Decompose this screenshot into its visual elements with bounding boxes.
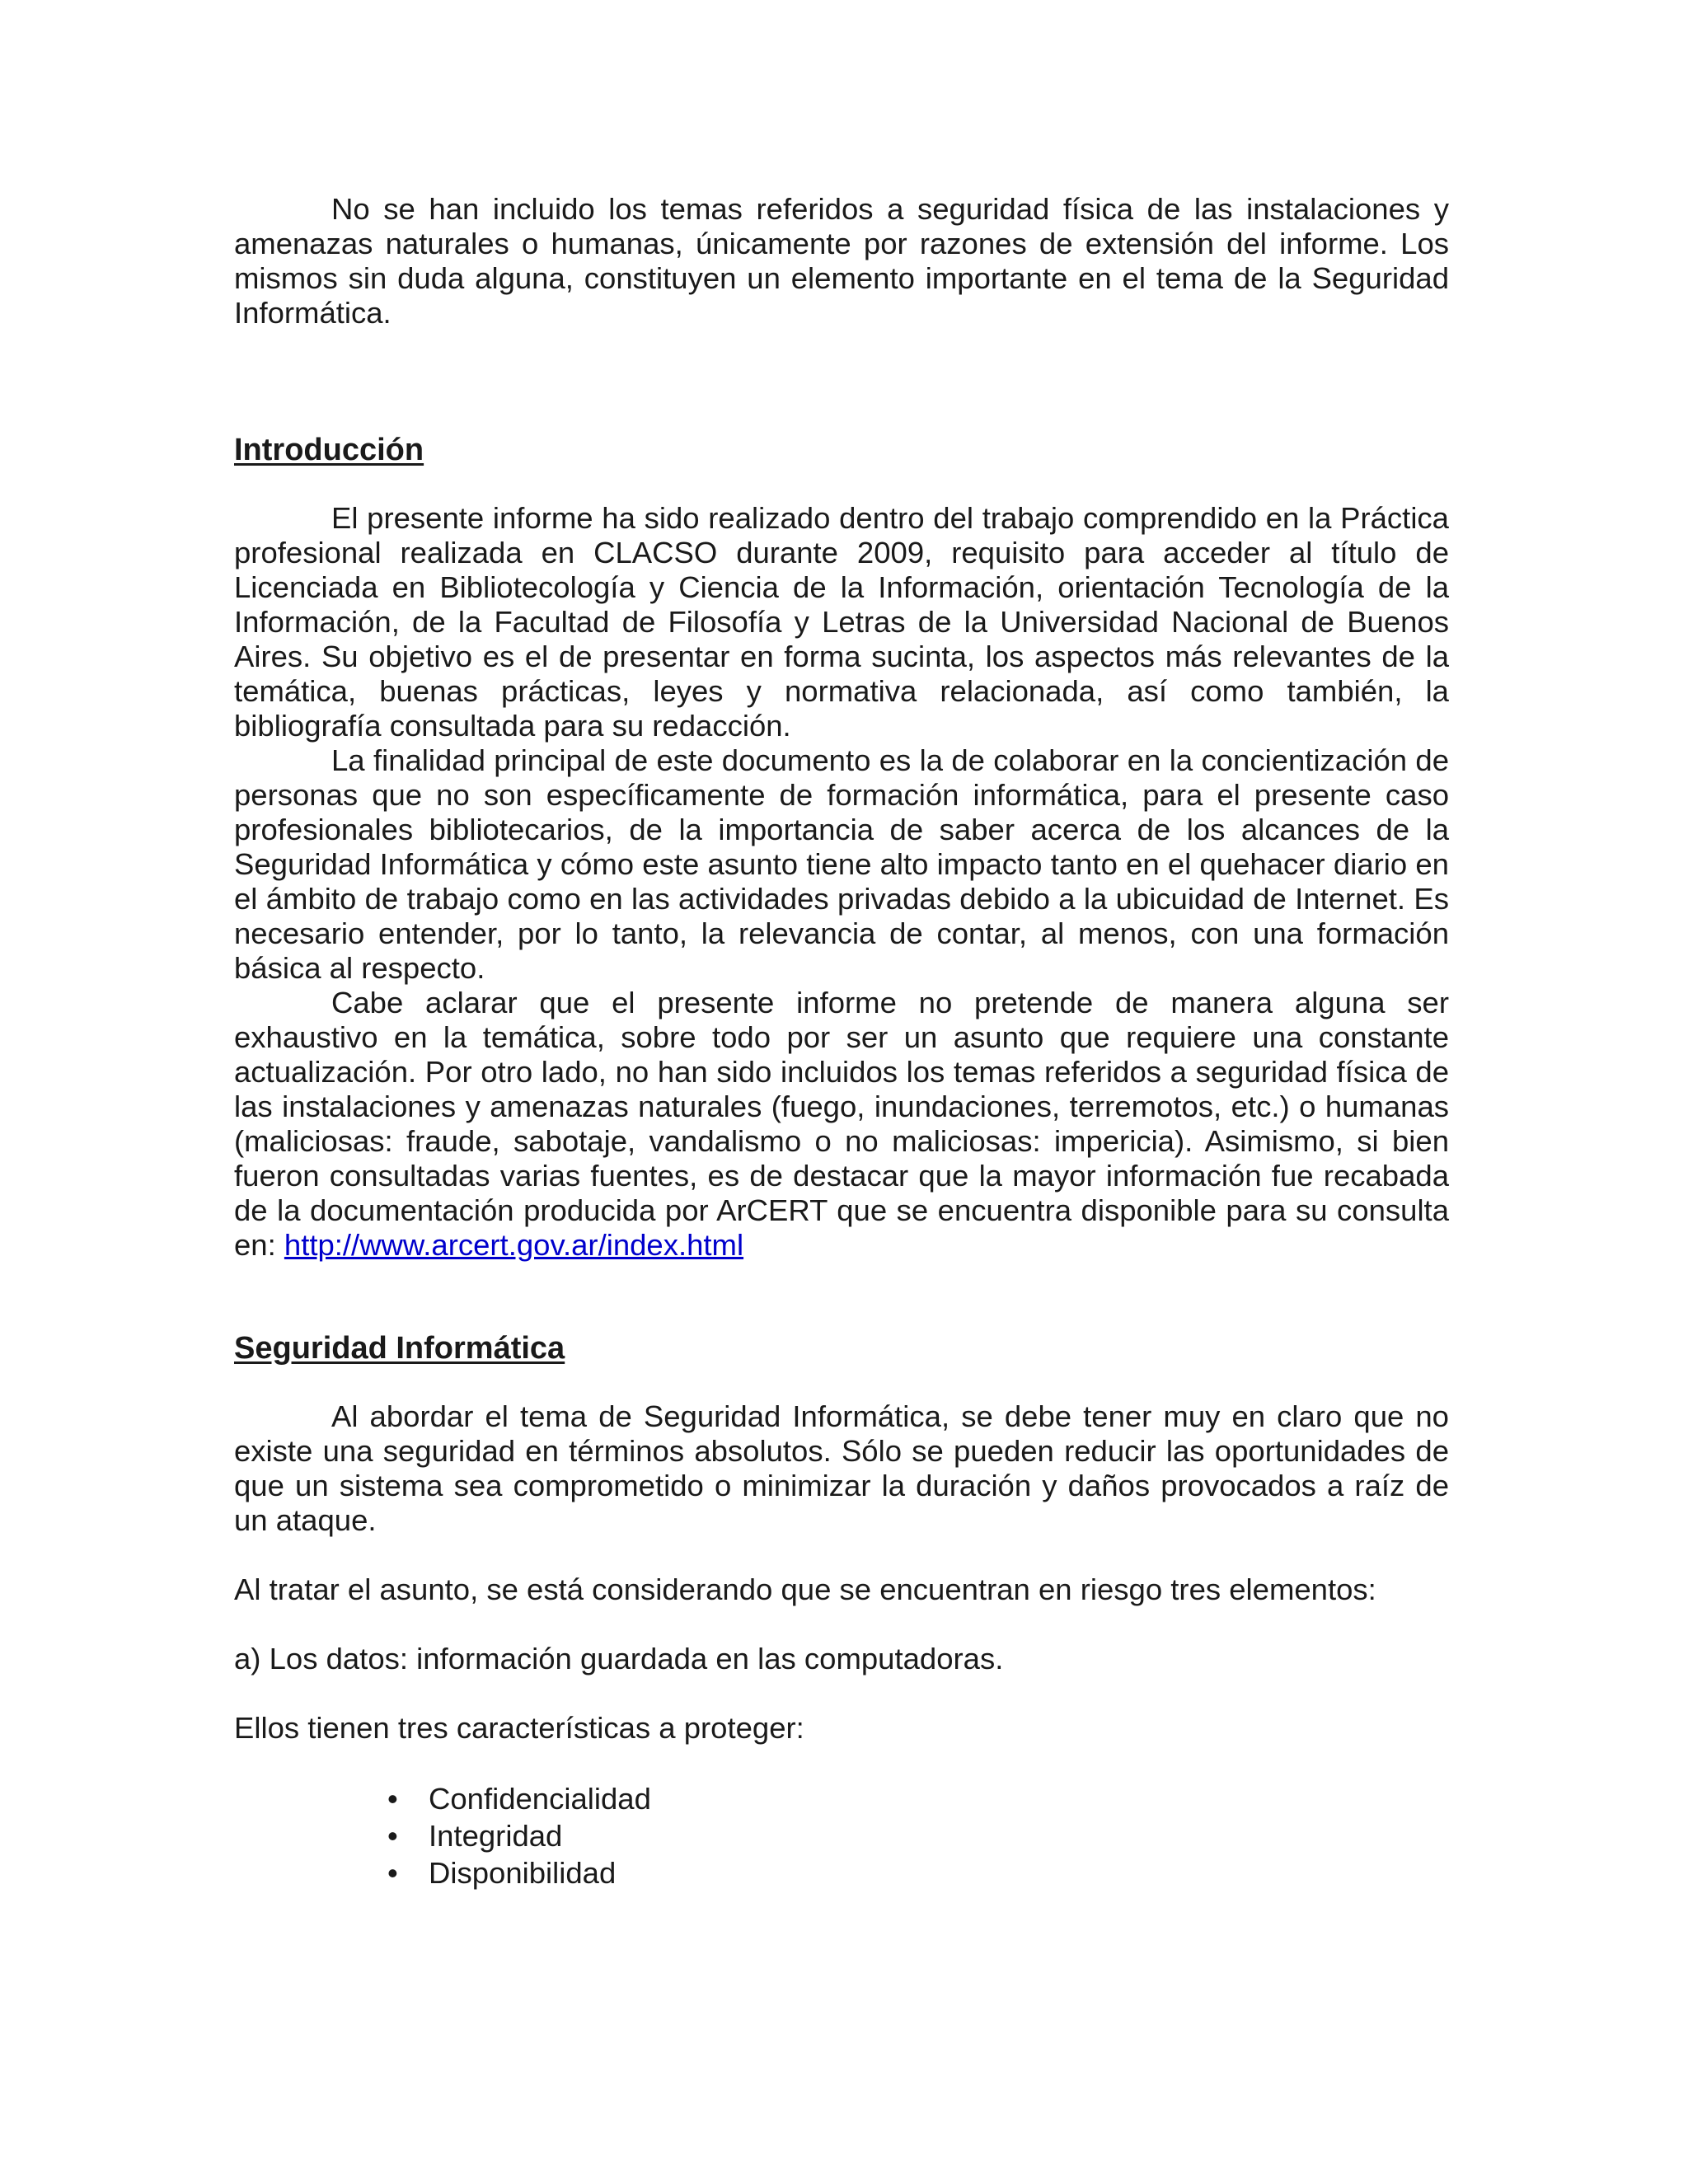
characteristics-list xyxy=(234,1780,1449,1891)
introduccion-paragraph-3 xyxy=(234,986,1449,1263)
document-body xyxy=(234,192,1449,1891)
list-item-text: Disponibilidad xyxy=(429,1856,617,1890)
introduccion-paragraph-1: El presente informe ha sido realizado dentro del trabajo comprendido en la Práctica profesional realizada en CLACSO durante 2009, requisito para acceder al título de Licenciada en Bibliotecología y Ciencia de la Información, orientación Tecnología de la Información, de la Facultad de Filosofía y Letras de la Universidad Nacional de Buenos Aires. Su objetivo es el de presentar en forma sucinta, los aspectos más relevantes de la temática, buenas prácticas, leyes y normativa relacionada, así como también, la bibliografía consultada para su redacción. xyxy=(234,501,1449,743)
list-item-text: Integridad xyxy=(429,1819,563,1853)
bullet-icon: • xyxy=(387,1819,398,1853)
list-item xyxy=(234,1817,1449,1854)
section-heading-seguridad: Seguridad Informática xyxy=(234,1331,565,1366)
seguridad-paragraph-2: Al tratar el asunto, se está considerando que se encuentran en riesgo tres elementos: xyxy=(234,1572,1376,1606)
section-heading-introduccion: Introducción xyxy=(234,433,424,467)
list-item-text: Confidencialidad xyxy=(429,1782,651,1816)
introduccion-paragraph-3-text: Cabe aclarar que el presente informe no pretende de manera alguna ser exhaustivo en la temática, sobre todo por ser un asunto que requiere una constante actualización. Por otro lado, no han sido incluidos los temas referidos a seguridad física de las instalaciones y amenazas naturales (fuego, inundaciones, terremotos, etc.) o humanas (maliciosas: fraude, sabotaje, vandalismo o no maliciosas: impericia). Asimismo, si bien fueron consultadas varias fuentes, es de destacar que la mayor información fue recabada de la documentación producida por ArCERT que se encuentra disponible para su consulta en: xyxy=(234,986,1449,1262)
arcert-link[interactable]: http://www.arcert.gov.ar/index.html xyxy=(284,1228,744,1262)
introduccion-paragraph-2: La finalidad principal de este documento es la de colaborar en la concientización de personas que no son específicamente de formación informática, para el presente caso profesionales bibliotecarios, de la importancia de saber acerca de los alcances de la Seguridad Informática y cómo este asunto tiene alto impacto tanto en el quehacer diario en el ámbito de trabajo como en las actividades privadas debido a la ubicuidad de Internet. Es necesario entender, por lo tanto, la relevancia de contar, al menos, con una formación básica al respecto. xyxy=(234,743,1449,985)
seguridad-paragraph-4: Ellos tienen tres características a proteger: xyxy=(234,1711,804,1745)
intro-note-paragraph: No se han incluido los temas referidos a seguridad física de las instalaciones y amenazas naturales o humanas, únicamente por razones de extensión del informe. Los mismos sin duda alguna, constituyen un elemento importante en el tema de la Seguridad Informática. xyxy=(234,192,1449,330)
list-item xyxy=(234,1780,1449,1817)
bullet-icon: • xyxy=(387,1782,398,1816)
bullet-icon: • xyxy=(387,1856,398,1890)
list-item xyxy=(234,1854,1449,1891)
seguridad-paragraph-3: a) Los datos: información guardada en las computadoras. xyxy=(234,1642,1004,1675)
seguridad-paragraph-1: Al abordar el tema de Seguridad Informática, se debe tener muy en claro que no existe una seguridad en términos absolutos. Sólo se pueden reducir las oportunidades de que un sistema sea comprometido o minimizar la duración y daños provocados a raíz de un ataque. xyxy=(234,1399,1449,1537)
